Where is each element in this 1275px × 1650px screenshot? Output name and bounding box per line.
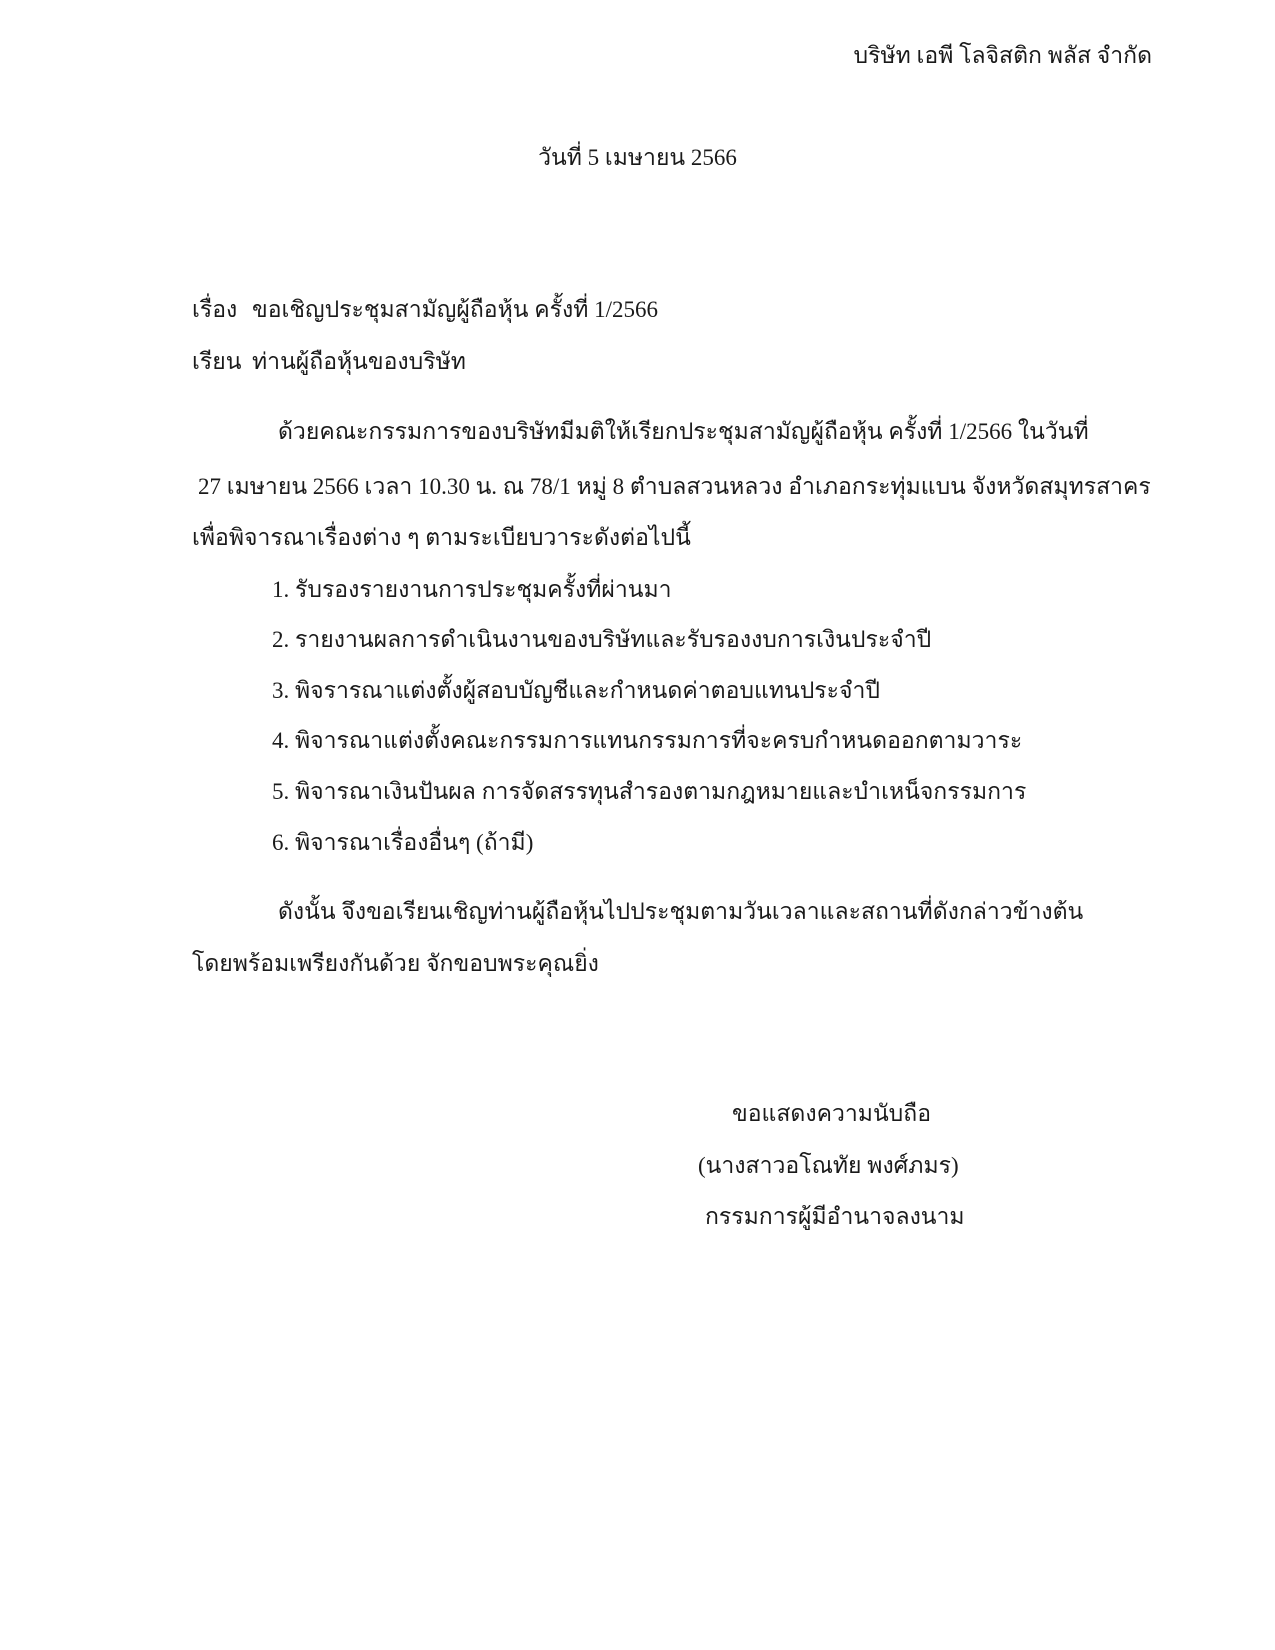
agenda-item: 3. พิจรารณาแต่งตั้งผู้สอบบัญชีและกำหนดค่าตอบแทนประจำปี — [272, 678, 880, 703]
addressee-line — [192, 350, 466, 373]
agenda-item: 2. รายงานผลการดำเนินงานของบริษัทและรับรองงบการเงินประจำปี — [272, 627, 932, 652]
closing-phrase: ขอแสดงความนับถือ — [732, 1101, 932, 1126]
subject-line — [192, 298, 658, 321]
agenda-item: 4. พิจารณาแต่งตั้งคณะกรรมการแทนกรรมการที่จะครบกำหนดออกตามวาระ — [272, 728, 1023, 753]
agenda-item: 1. รับรองรายงานการประชุมครั้งที่ผ่านมา — [272, 577, 672, 602]
conclusion-line-2: โดยพร้อมเพรียงกันด้วย จักขอบพระคุณยิ่ง — [192, 951, 599, 976]
intro-line-3: เพื่อพิจารณาเรื่องต่าง ๆ ตามระเบียบวาระดังต่อไปนี้ — [192, 525, 691, 550]
subject-text: ขอเชิญประชุมสามัญผู้ถือหุ้น ครั้งที่ 1/2566 — [252, 297, 659, 322]
conclusion-line-1: ดังนั้น จึงขอเรียนเชิญท่านผู้ถือหุ้นไปประชุมตามวันเวลาและสถานที่ดังกล่าวข้างต้น — [278, 899, 1084, 924]
addressee-label: เรียน — [192, 349, 242, 374]
subject-label: เรื่อง — [192, 297, 238, 322]
agenda-item: 5. พิจารณาเงินปันผล การจัดสรรทุนสำรองตามกฎหมายและบำเหน็จกรรมการ — [272, 779, 1027, 804]
intro-line-2: 27 เมษายน 2566 เวลา 10.30 น. ณ 78/1 หมู่ 8 ตำบลสวนหลวง อำเภอกระทุ่มแบน จังหวัดสมุทรสาคร — [198, 474, 1151, 499]
intro-line-1: ด้วยคณะกรรมการของบริษัทมีมติให้เรียกประชุมสามัญผู้ถือหุ้น ครั้งที่ 1/2566 ในวันที่ — [278, 419, 1089, 444]
company-name: บริษัท เอพี โลจิสติก พลัส จำกัด — [853, 43, 1152, 68]
signatory-name: (นางสาวอโณทัย พงศ์ภมร) — [698, 1153, 959, 1178]
agenda-item: 6. พิจารณาเรื่องอื่นๆ (ถ้ามี) — [272, 830, 534, 855]
addressee-text: ท่านผู้ถือหุ้นของบริษัท — [252, 349, 466, 374]
signatory-title: กรรมการผู้มีอำนาจลงนาม — [705, 1204, 965, 1229]
letter-date: วันที่ 5 เมษายน 2566 — [538, 145, 737, 170]
